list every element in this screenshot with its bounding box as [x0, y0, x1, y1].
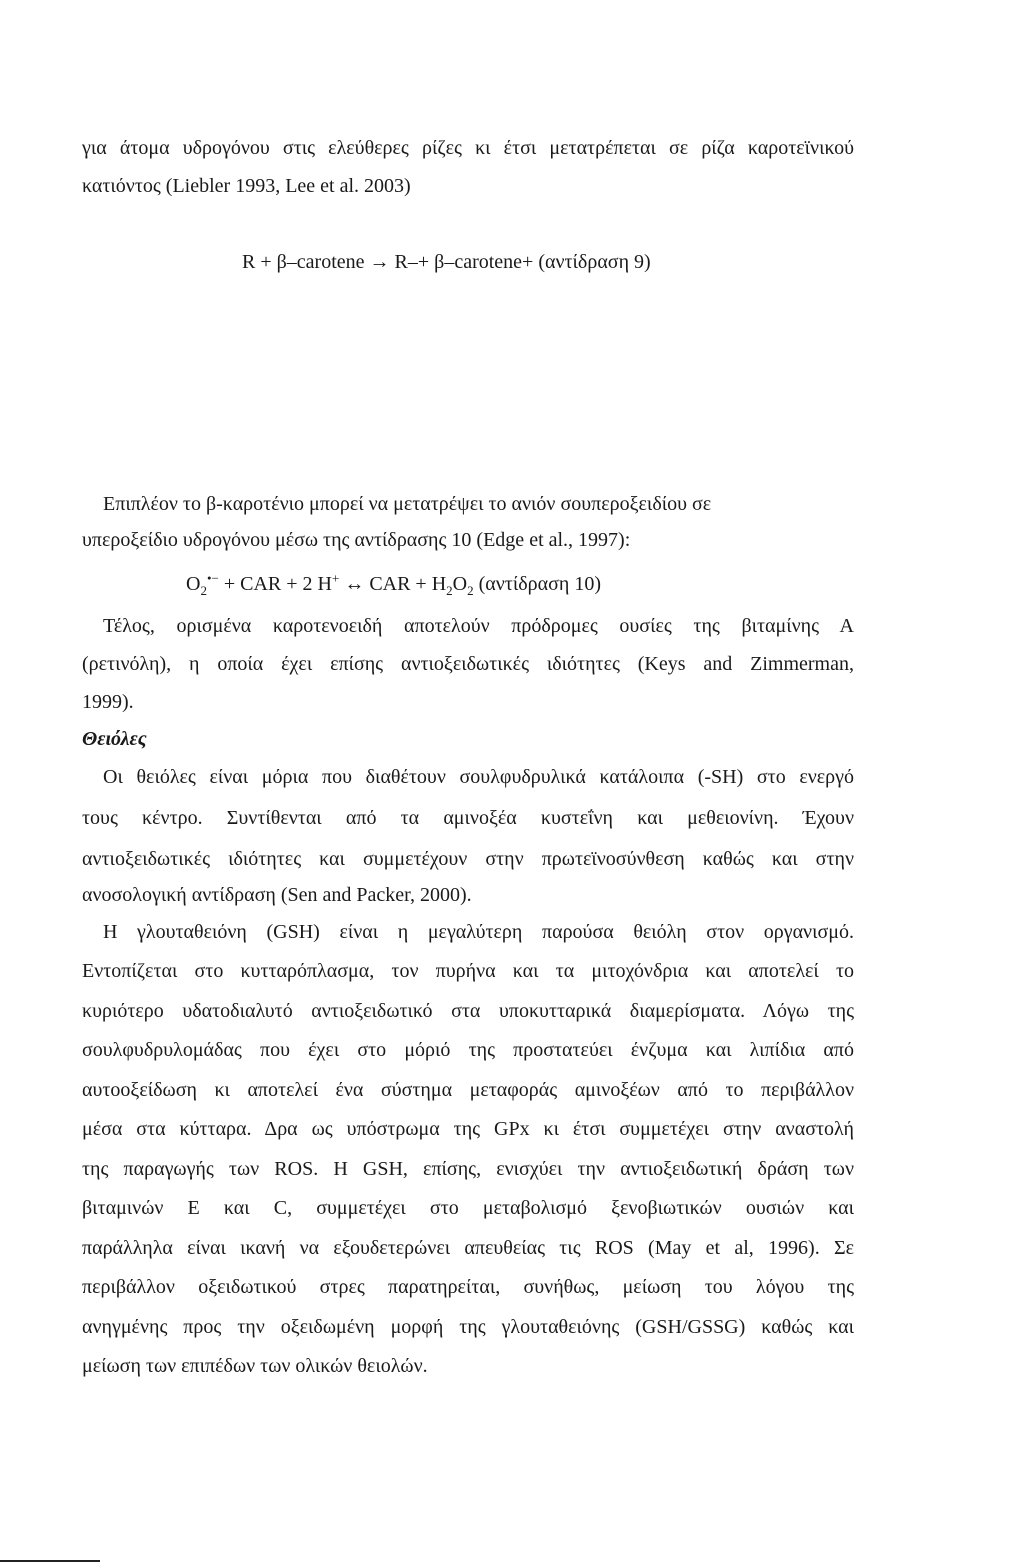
reaction-10 — [186, 570, 601, 598]
para5-line-10: περιβάλλον οξειδωτικού στρες παρατηρείται, συνήθως, μείωση του λόγου της — [82, 1276, 854, 1298]
para4-line-1: Οι θειόλες είναι μόρια που διαθέτουν σουλφυδρυλικά κατάλοιπα (-SH) στο ενεργό — [103, 766, 854, 788]
reaction10-h-sup: + — [331, 570, 340, 586]
reaction10-part3: (αντίδραση 10) — [473, 573, 602, 595]
para5-line-1: Η γλουταθειόνη (GSH) είναι η μεγαλύτερη παρούσα θειόλη στον οργανισμό. — [103, 921, 854, 943]
section-heading: Θειόλες — [82, 728, 147, 750]
para3-line-3: 1999). — [82, 691, 134, 713]
para5-line-2: Εντοπίζεται στο κυτταρόπλασμα, τον πυρήνα και τα μιτοχόνδρια και αποτελεί το — [82, 960, 854, 982]
para5-line-12: μείωση των επιπέδων των ολικών θειολών. — [82, 1355, 428, 1377]
para2-line-2: υπεροξείδιο υδρογόνου μέσω της αντίδρασης 10 (Edge et al., 1997): — [82, 529, 631, 551]
para5-line-9: παράλληλα είναι ικανή να εξουδετερώνει απευθείας τις ROS (May et al, 1996). Σε — [82, 1237, 854, 1259]
para4-line-4: ανοσολογική αντίδραση (Sen and Packer, 2000). — [82, 884, 472, 906]
para5-line-7: της παραγωγής των ROS. Η GSH, επίσης, ενισχύει την αντιοξειδωτική δράση των — [82, 1158, 854, 1180]
reaction10-o: O — [186, 573, 201, 595]
para5-line-5: αυτοοξείδωση κι αποτελεί ένα σύστημα μεταφοράς αμινοξέων από το περιβάλλον — [82, 1079, 854, 1101]
para4-line-2: τους κέντρο. Συντίθενται από τα αμινοξέα κυστεΐνη και μεθειονίνη. Έχουν — [82, 807, 854, 829]
reaction10-o2: O — [452, 573, 468, 595]
reaction10-part2: ↔ CAR + H — [339, 573, 447, 595]
para5-line-3: κυριότερο υδατοδιαλυτό αντιοξειδωτικό στα υποκυτταρικά διαμερίσματα. Λόγω της — [82, 1000, 854, 1022]
reaction10-o-sub: 2 — [200, 583, 207, 598]
para2-line-1: Επιπλέον το β-καροτένιο μπορεί να μετατρέψει το ανιόν σουπεροξειδίου σε — [103, 493, 712, 515]
para5-line-8: βιταμινών Ε και C, συμμετέχει στο μεταβολισμό ξενοβιωτικών ουσιών και — [82, 1197, 854, 1219]
reaction10-o2-sub: 2 — [467, 583, 474, 598]
intro-line-1: για άτομα υδρογόνου στις ελεύθερες ρίζες κι έτσι μετατρέπεται σε ρίζα καροτεϊνικού — [82, 137, 854, 159]
para3-line-1: Τέλος, ορισμένα καροτενοειδή αποτελούν πρόδρομες ουσίες της βιταμίνης Α — [103, 615, 854, 637]
intro-line-2: κατιόντος (Liebler 1993, Lee et al. 2003) — [82, 175, 411, 197]
reaction10-h2-sub: 2 — [446, 583, 453, 598]
para3-line-2: (ρετινόλη), η οποία έχει επίσης αντιοξειδωτικές ιδιότητες (Keys and Zimmerman, — [82, 653, 854, 675]
reaction10-part1: + CAR + 2 H — [218, 573, 332, 595]
para5-line-4: σουλφυδρυλομάδας που έχει στο μόριό της προστατεύει ένζυμα και λιπίδια από — [82, 1039, 854, 1061]
reaction-9: R + β–carotene → R–+ β–carotene+ (αντίδραση 9) — [242, 251, 651, 273]
reaction10-superoxide-sup: •− — [206, 570, 219, 586]
para5-line-11: ανηγμένης προς την οξειδωμένη μορφή της γλουταθειόνης (GSH/GSSG) καθώς και — [82, 1316, 854, 1338]
para5-line-6: μέσα στα κύτταρα. Δρα ως υπόστρωμα της GPx κι έτσι συμμετέχει στην αναστολή — [82, 1118, 854, 1140]
para4-line-3: αντιοξειδωτικές ιδιότητες και συμμετέχουν στην πρωτεϊνοσύνθεση καθώς και στην — [82, 848, 854, 870]
footer-rule — [0, 1560, 100, 1562]
